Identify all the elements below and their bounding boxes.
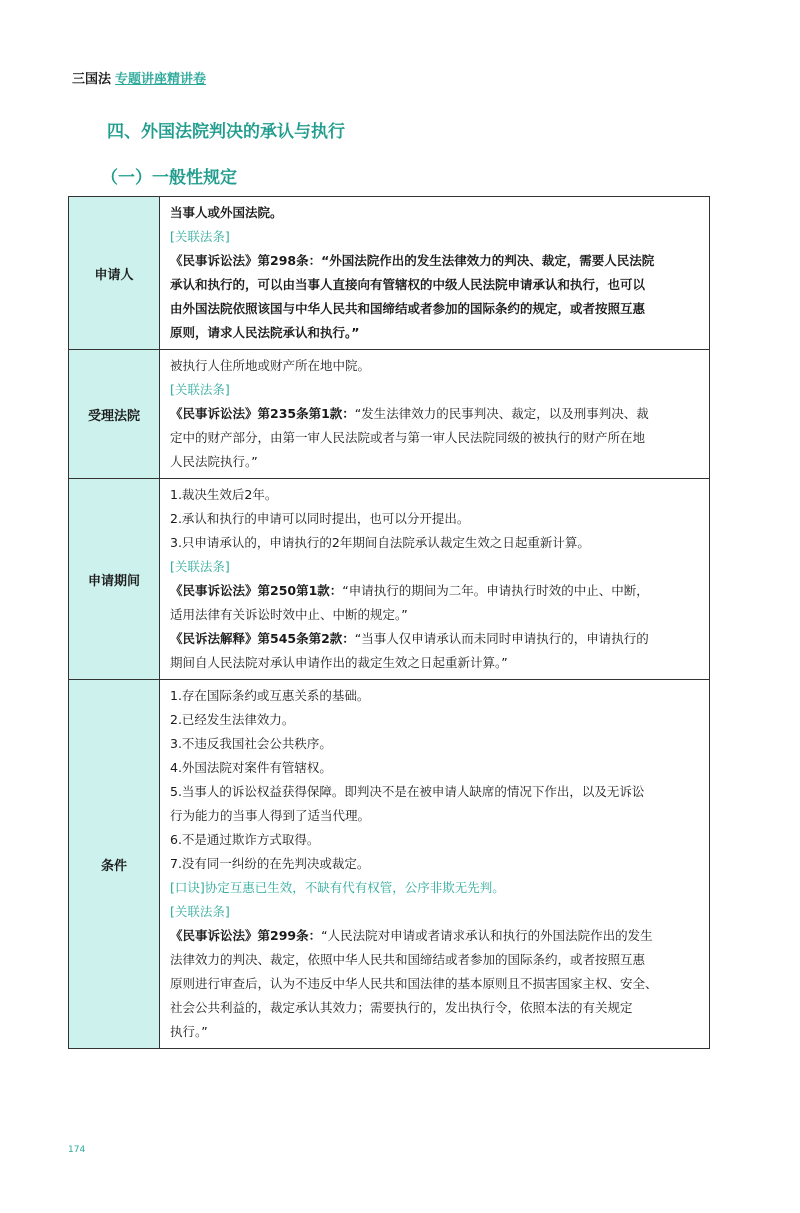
content-line [170, 924, 701, 948]
table-row [69, 350, 710, 479]
content-line: 4.外国法院对案件有管辖权。 [170, 760, 332, 775]
law-text: “当事人仅申请承认而未同时申请执行的，申请执行的 [354, 631, 649, 646]
content-line: 2.已经发生法律效力。 [170, 712, 295, 727]
content-line: 3.不违反我国社会公共秩序。 [170, 736, 332, 751]
content-line: 由外国法院依照该国与中华人民共和国缔结或者参加的国际条约的规定，或者按照互惠 [170, 301, 646, 316]
law-text: “申请执行的期间为二年。申请执行时效的中止、中断， [342, 583, 649, 598]
content-line: 5.当事人的诉讼权益获得保障。即判决不是在被申请人缺席的情况下作出，以及无诉讼 [170, 784, 645, 799]
law-text: “人民法院对申请或者请求承认和执行的外国法院作出的发生 [321, 928, 653, 943]
row-content [160, 680, 710, 1049]
law-citation: 《民诉法解释》第545条第2款： [170, 631, 355, 646]
table-row [69, 680, 710, 1049]
running-header [72, 68, 206, 87]
table-row [69, 479, 710, 680]
section-title: 四、外国法院判决的承认与执行 [107, 122, 345, 142]
content-line: 当事人或外国法院。 [170, 205, 283, 220]
mnemonic-line: [口诀]协定互惠已生效，不缺有代有权管，公序非欺无先判。 [170, 880, 505, 895]
content-line: 社会公共利益的，裁定承认其效力；需要执行的，发出执行令，依照本法的有关规定 [170, 1000, 633, 1015]
content-line: 原则，请求人民法院承认和执行。” [170, 325, 360, 340]
content-line: 法律效力的判决、裁定，依照中华人民共和国缔结或者参加的国际条约，或者按照互惠 [170, 952, 646, 967]
rules-table [68, 196, 710, 1049]
related-law-tag: [关联法条] [170, 229, 230, 244]
row-content [160, 350, 710, 479]
content-line: 适用法律有关诉讼时效中止、中断的规定。” [170, 607, 408, 622]
content-line: 2.承认和执行的申请可以同时提出，也可以分开提出。 [170, 511, 470, 526]
row-label: 申请期间 [69, 479, 160, 680]
row-content [160, 479, 710, 680]
content-line: 行为能力的当事人得到了适当代理。 [170, 808, 371, 823]
row-label: 申请人 [69, 197, 160, 350]
content-line: 7.没有同一纠纷的在先判决或裁定。 [170, 856, 370, 871]
content-line: 3.只申请承认的，申请执行的2年期间自法院承认裁定生效之日起重新计算。 [170, 535, 590, 550]
content-line: 人民法院执行。” [170, 454, 258, 469]
related-law-tag: [关联法条] [170, 559, 230, 574]
content-line: 6.不是通过欺诈方式取得。 [170, 832, 320, 847]
row-label: 条件 [69, 680, 160, 1049]
content-line: 1.存在国际条约或互惠关系的基础。 [170, 688, 370, 703]
content-line: 期间自人民法院对承认申请作出的裁定生效之日起重新计算。” [170, 655, 508, 670]
content-line: 《民事诉讼法》第298条：“外国法院作出的发生法律效力的判决、裁定，需要人民法院 [170, 253, 655, 268]
content-line: 承认和执行的，可以由当事人直接向有管辖权的中级人民法院申请承认和执行，也可以 [170, 277, 646, 292]
related-law-tag: [关联法条] [170, 382, 230, 397]
content-line: 原则进行审查后，认为不违反中华人民共和国法律的基本原则且不损害国家主权、安全、 [170, 976, 658, 991]
page-number: 174 [68, 1145, 86, 1155]
content-line: 1.裁决生效后2年。 [170, 487, 278, 502]
row-content [160, 197, 710, 350]
law-citation: 《民事诉讼法》第299条： [170, 928, 322, 943]
book-title: 三国法 [72, 72, 112, 87]
law-citation: 《民事诉讼法》第235条第1款： [170, 406, 355, 421]
subsection-title: （一）一般性规定 [101, 168, 237, 188]
table-row [69, 197, 710, 350]
law-text: “发生法律效力的民事判决、裁定，以及刑事判决、裁 [354, 406, 649, 421]
content-line [170, 402, 701, 426]
row-label: 受理法院 [69, 350, 160, 479]
law-citation: 《民事诉讼法》第250第1款： [170, 583, 343, 598]
content-line [170, 627, 701, 651]
related-law-tag: [关联法条] [170, 904, 230, 919]
content-line: 执行。” [170, 1024, 208, 1039]
content-line: 定中的财产部分，由第一审人民法院或者与第一审人民法院同级的被执行的财产所在地 [170, 430, 646, 445]
content-line [170, 579, 701, 603]
content-line: 被执行人住所地或财产所在地中院。 [170, 358, 371, 373]
header-subtitle: 专题讲座精讲卷 [115, 72, 207, 87]
